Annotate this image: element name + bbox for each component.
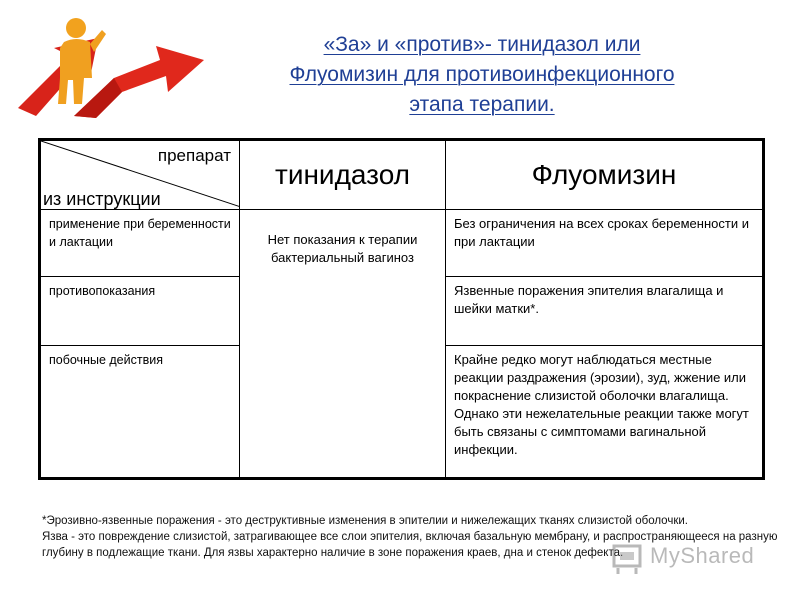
table-header-row — [40, 140, 764, 210]
diagonal-corner-cell — [40, 140, 240, 210]
table-row — [40, 210, 764, 277]
footnote-paragraph-2: Язва - это повреждение слизистой, затрагивающее все слои эпителия, включая базальную мембрану, и распространяющееся на разную глубину в подлежащие ткани. Для язвы характерно наличие в зоне поражения краев, дна и стенок дефекта. — [42, 531, 778, 559]
footnote-paragraph-1: *Эрозивно-язвенные поражения - это деструктивные изменения в эпителии и нижележащих тканях слизистой оболочки. — [42, 515, 688, 527]
logo-crossroads-figure — [10, 8, 210, 120]
tinidazole-note: Нет показания к терапии бактериальный вагиноз — [267, 232, 418, 265]
column-header-fluomizin: Флуомизин — [446, 140, 764, 210]
fluomizin-side-effects-cell: Крайне редко могут наблюдаться местные реакции раздражения (эрозии), зуд, жжение или покраснение слизистой оболочки влагалища. Однако эти нежелательные реакции также могут быть связаны с симптомами вагинальной инфекции. — [446, 346, 764, 479]
row-label-side-effects: побочные действия — [40, 346, 240, 479]
title-line-3: этапа терапии. — [409, 93, 555, 116]
watermark-text: MyShared — [650, 543, 755, 568]
row-label-contraindications: противопоказания — [40, 277, 240, 346]
row-label-pregnancy: применение при беременности и лактации — [40, 210, 240, 277]
watermark — [610, 538, 770, 574]
person-figure-icon — [58, 18, 106, 104]
fluomizin-contraindications-cell: Язвенные поражения эпителия влагалища и шейки матки*. — [446, 277, 764, 346]
tinidazole-merged-cell — [240, 210, 446, 479]
page-title[interactable] — [222, 30, 742, 120]
column-header-tinidazole: тинидазол — [240, 140, 446, 210]
title-line-1: «За» и «против»- тинидазол или — [323, 33, 641, 56]
fluomizin-pregnancy-cell: Без ограничения на всех сроках беременности и при лактации — [446, 210, 764, 277]
comparison-table — [38, 138, 765, 480]
corner-label-source: из инструкции — [43, 189, 161, 209]
corner-label-drug: препарат — [157, 146, 231, 165]
title-line-2: Флуомизин для противоинфекционного — [289, 63, 675, 86]
watermark-logo-icon — [610, 538, 646, 574]
